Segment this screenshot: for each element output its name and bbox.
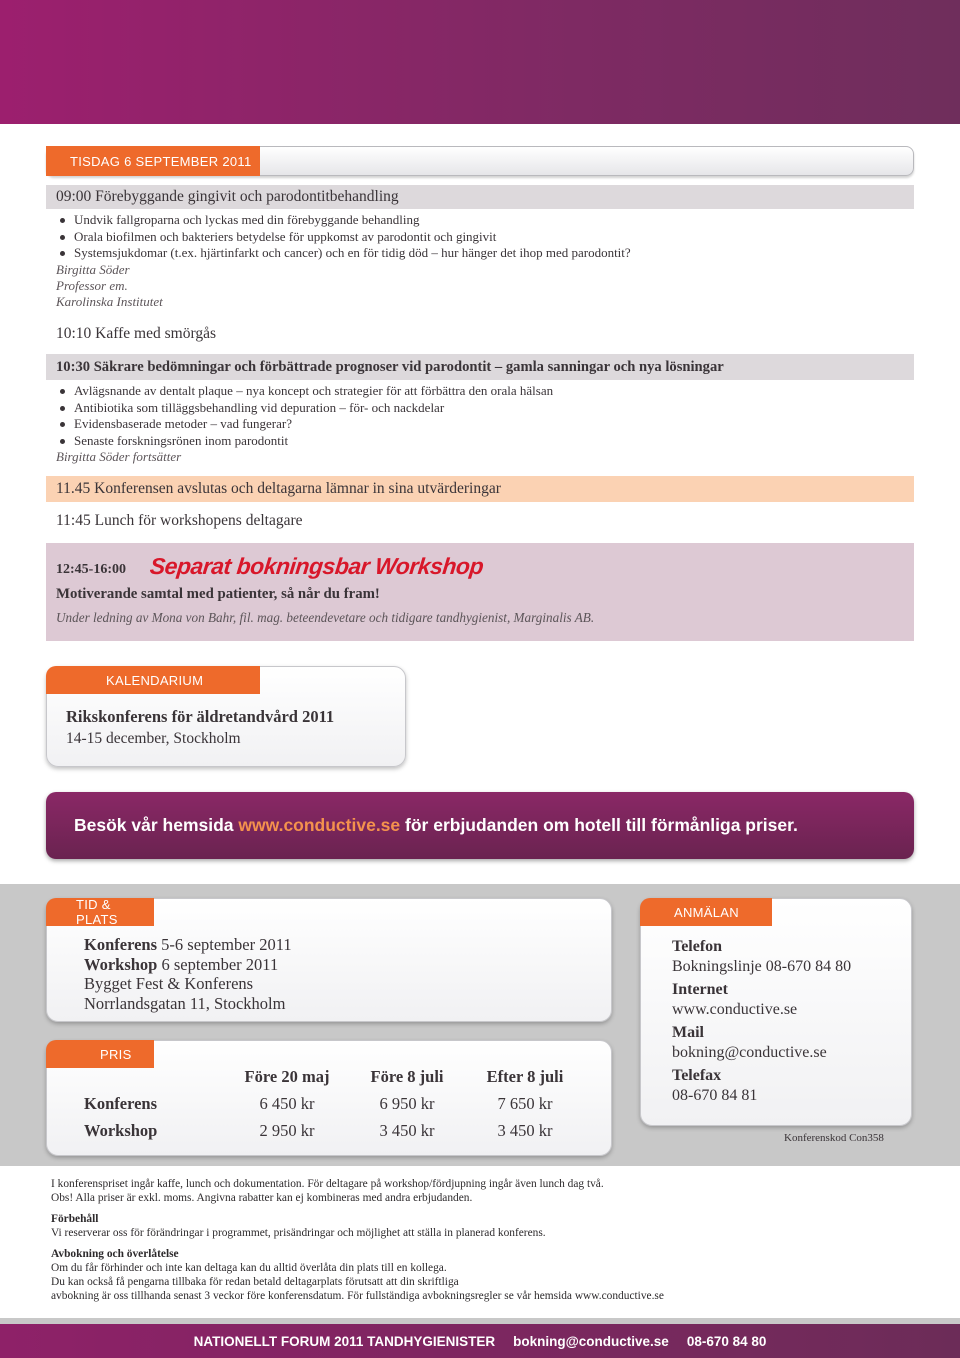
fine-print-line: I konferenspriset ingår kaffe, lunch och dokumentation. För deltagare på workshop/fördjupning ingår även lunch dag två. [51, 1178, 604, 1190]
workshop-leader: Under ledning av Mona von Bahr, fil. mag. beteendevetare och tidigare tandhygienist, Marginalis AB. [56, 610, 595, 625]
price-row-label: Workshop [84, 1120, 158, 1140]
speaker-title: Professor em. [56, 278, 128, 293]
footer-email[interactable]: bokning@conductive.se [513, 1333, 669, 1349]
coffee-break: 10:10 Kaffe med smörgås [56, 325, 216, 342]
session1-speaker [56, 262, 163, 310]
registration-tab: ANMÄLAN [640, 898, 772, 926]
price-header: Före 20 maj [244, 1067, 330, 1086]
workshop-title: Motiverande samtal med patienter, så når du fram! [56, 586, 380, 602]
fine-print [51, 1177, 951, 1303]
list-item: Systemsjukdomar (t.ex. hjärtinfarkt och cancer) och en för tidig död – hur hänger det ihop med parodontit? [56, 245, 906, 262]
reservation-text: Vi reserverar oss för förändringar i programmet, prisändringar och möjlighet att ställa in planerad konferens. [51, 1227, 546, 1239]
speaker-name: Birgitta Söder [56, 262, 130, 277]
internet-link[interactable]: www.conductive.se [672, 1000, 798, 1018]
workshop-label: Workshop [84, 954, 158, 974]
workshop-time: 12:45-16:00 [56, 562, 126, 577]
cancellation-text: avbokning är oss tillhanda senast 3 veckor före konferensdatum. För fullständiga avbokningsregler se vår hemsida www.conductive.se [51, 1290, 664, 1302]
list-item: Orala biofilmen och bakteriers betydelse för uppkomst av parodontit och gingivit [56, 229, 906, 246]
session2-title: 10:30 Säkrare bedömningar och förbättrade prognoser vid parodontit – gamla sanningar och nya lösningar [46, 354, 914, 380]
venue-address: Norrlandsgatan 11, Stockholm [84, 993, 286, 1013]
price-cell: 6 950 kr [379, 1093, 435, 1113]
table-row [84, 1090, 584, 1117]
reservation-heading: Förbehåll [51, 1213, 99, 1225]
registration-details [672, 937, 851, 1105]
session1-bullets [56, 212, 906, 262]
conference-date [84, 935, 292, 955]
cancellation-text: Om du får förhinder och inte kan deltaga kan du alltid överlåta din plats till en kollega. [51, 1262, 447, 1274]
footer-phone: 08-670 84 80 [686, 1333, 767, 1349]
session1-title: 09:00 Förebyggande gingivit och parodontitbehandling [46, 185, 914, 209]
session2-speaker: Birgitta Söder fortsätter [56, 449, 182, 464]
conference-label: Konferens [84, 935, 158, 954]
list-item: Senaste forskningsrönen inom parodontit [56, 433, 906, 450]
conference-date-value: 5-6 september 2011 [157, 935, 292, 954]
price-table [84, 1064, 584, 1144]
venue-details [84, 935, 292, 1013]
fine-print-line: Obs! Alla priser är exkl. moms. Angivna rabatter kan ej kombineras med andra erbjudanden. [51, 1192, 473, 1204]
list-item: Antibiotika som tilläggsbehandling vid depuration – för- och nackdelar [56, 400, 906, 417]
top-header-band [0, 0, 960, 124]
speaker-org: Karolinska Institutet [56, 294, 163, 309]
fax-value: 08-670 84 81 [672, 1086, 758, 1104]
cancellation-heading: Avbokning och överlåtelse [51, 1248, 179, 1260]
mail-label: Mail [672, 1024, 704, 1041]
list-item: Avlägsnande av dentalt plaque – nya koncept och strategier för att förbättra den orala hälsan [56, 383, 906, 400]
price-tab: PRIS [46, 1040, 154, 1068]
workshop-date [84, 955, 292, 975]
calendar-tab: KALENDARIUM [46, 666, 260, 694]
venue-name: Bygget Fest & Konferens [84, 974, 254, 993]
workshop-date-value: 6 september 2011 [157, 954, 279, 974]
list-item: Evidensbaserade metoder – vad fungerar? [56, 416, 906, 433]
lunch: 11:45 Lunch för workshopens deltagare [56, 512, 303, 529]
venue-tab: TID & PLATS [46, 898, 154, 926]
calendar-subtitle: 14-15 december, Stockholm [66, 730, 241, 747]
price-header: Före 8 juli [370, 1067, 444, 1086]
price-header-row [84, 1064, 584, 1090]
phone-value: Bokningslinje 08-670 84 80 [672, 957, 852, 975]
cancellation-text: Du kan också få pengarna tillbaka för redan betald deltagarplats förutsatt att din skriftliga [51, 1276, 459, 1288]
price-cell: 6 450 kr [259, 1093, 315, 1113]
footer-forum: NATIONELLT FORUM 2011 TANDHYGIENISTER [193, 1333, 496, 1349]
day-tab: TISDAG 6 SEPTEMBER 2011 [46, 146, 260, 176]
conference-closing: 11.45 Konferensen avslutas och deltagarna lämnar in sina utvärderingar [46, 476, 914, 502]
website-banner[interactable] [46, 792, 914, 859]
banner-suffix: för erbjudanden om hotell till förmånliga priser. [400, 815, 798, 835]
banner-link[interactable]: www.conductive.se [238, 815, 401, 835]
banner-prefix: Besök vår hemsida [74, 815, 239, 835]
conference-code: Konferenskod Con358 [784, 1132, 884, 1144]
calendar-title: Rikskonferens för äldretandvård 2011 [66, 707, 335, 726]
list-item: Undvik fallgroparna och lyckas med din förebyggande behandling [56, 212, 906, 229]
price-row-label: Konferens [84, 1093, 158, 1113]
price-cell: 3 450 kr [379, 1120, 435, 1140]
footer-bar [0, 1324, 960, 1358]
mail-link[interactable]: bokning@conductive.se [672, 1043, 827, 1061]
internet-label: Internet [672, 981, 728, 998]
fax-label: Telefax [672, 1067, 722, 1084]
table-row [84, 1117, 584, 1144]
price-cell: 7 650 kr [497, 1093, 553, 1113]
price-cell: 3 450 kr [497, 1120, 553, 1140]
session2-bullets [56, 383, 906, 449]
workshop-script-label: Separat bokningsbar Workshop [148, 553, 485, 579]
phone-label: Telefon [672, 938, 723, 955]
price-cell: 2 950 kr [259, 1120, 315, 1140]
price-header: Efter 8 juli [486, 1067, 564, 1086]
